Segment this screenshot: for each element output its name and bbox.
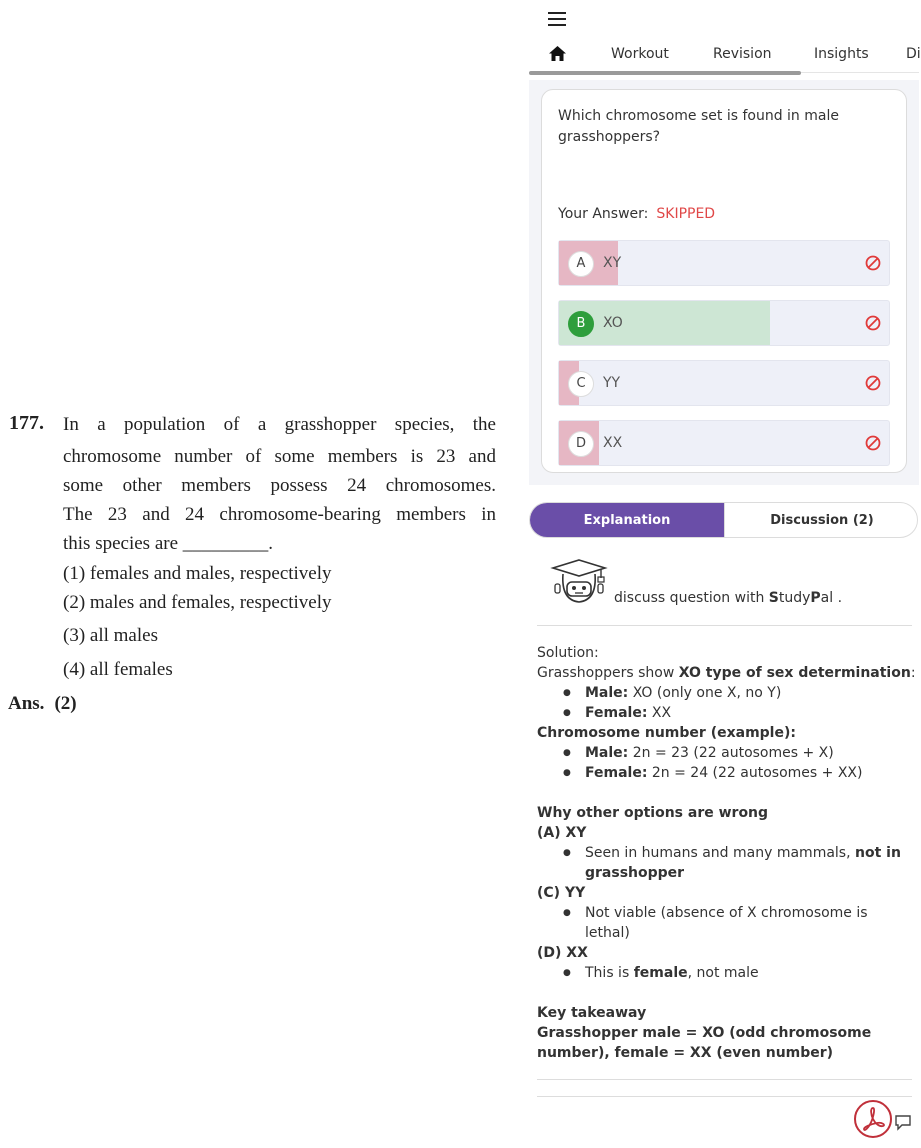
question-option-3: (3) all males [63,625,158,646]
question-line-4: The 23 and 24 chromosome-bearing members in [63,504,496,525]
studypal-al: al . [820,590,843,606]
option-a[interactable] [558,240,890,286]
key-takeaway-text: Grasshopper male = XO (odd chromosome number), female = XX (even number) [537,1025,872,1061]
option-a-reason: ● Seen in humans and many mammals, not in grasshopper [537,843,909,883]
option-b[interactable] [558,300,890,346]
question-line-5: this species are _________. [63,533,274,554]
option-d-reason: ● This is female, not male [537,963,909,983]
option-b-text: XO [603,315,623,331]
home-icon[interactable] [549,46,566,61]
option-c-heading: (C) YY [537,885,586,901]
question-number: 177. [9,412,44,434]
answer-label: Ans. [8,693,45,714]
option-c-reason: ● Not viable (absence of X chromosome is lethal) [537,903,909,943]
chromosome-male: ● Male: 2n = 23 (22 autosomes + X) [537,743,909,763]
option-a-heading: (A) XY [537,825,587,841]
question-card [541,89,907,473]
your-answer-row [558,206,715,222]
discussion-button[interactable]: Discussion (2) [724,503,919,537]
explanation-discussion-toggle [529,502,918,538]
studypal-robot-icon[interactable] [551,558,607,606]
spacer [537,983,909,1003]
solution-intro: Grasshoppers show XO type of sex determination: [537,665,916,681]
feedback-icon[interactable] [893,1112,913,1132]
studypal-p: P [810,590,821,606]
option-d-text: XX [603,435,623,451]
option-d-letter: D [568,431,594,457]
question-line-2: chromosome number of some members is 23 and [63,446,496,467]
option-b-letter: B [568,311,594,337]
menu-icon[interactable] [548,12,566,26]
studypal-tudy: tudy [778,590,811,606]
app-panel [529,0,919,1148]
ban-icon [865,255,881,271]
divider [537,1079,912,1080]
solution-heading: Solution: [537,645,599,661]
your-answer-label: Your Answer: [558,206,649,222]
question-line-3: some other members possess 24 chromosomes. [63,475,496,496]
question-line-1: In a population of a grasshopper species, the [63,414,496,435]
chromosome-female: ● Female: 2n = 24 (22 autosomes + XX) [537,763,909,783]
ban-icon [865,375,881,391]
solution-female: ● Female: XX [537,703,909,723]
studypal-link[interactable] [614,590,842,606]
ban-icon [865,315,881,331]
spacer [537,783,909,803]
top-nav [529,38,919,76]
answer-value: (2) [54,693,77,714]
option-a-text: XY [603,255,622,271]
your-answer-status: SKIPPED [656,206,716,222]
tab-insights[interactable]: Insights [814,46,869,62]
key-takeaway-heading: Key takeaway [537,1005,647,1021]
option-c-text: YY [603,375,621,391]
why-heading: Why other options are wrong [537,805,769,821]
option-d[interactable] [558,420,890,466]
divider [537,1096,912,1097]
card-question-text: Which chromosome set is found in male grasshoppers? [558,108,839,145]
option-d-heading: (D) XX [537,945,588,961]
chromosome-heading: Chromosome number (example): [537,725,796,741]
studypal-s: S [768,590,779,606]
divider [537,625,912,626]
question-option-1: (1) females and males, respectively [63,563,332,584]
tab-workout[interactable]: Workout [611,46,669,62]
option-c[interactable] [558,360,890,406]
question-option-4: (4) all females [63,659,173,680]
ban-icon [865,435,881,451]
question-option-2: (2) males and females, respectively [63,592,332,613]
studypal-prefix: discuss question with [614,590,769,606]
pdf-button[interactable] [854,1100,892,1138]
solution-male: ● Male: XO (only one X, no Y) [537,683,909,703]
pdf-icon [856,1102,890,1136]
option-c-letter: C [568,371,594,397]
tab-revision[interactable]: Revision [713,46,772,62]
nav-active-indicator [529,71,801,75]
answer-line [8,693,77,715]
solution-body [537,643,916,1063]
tab-discuss[interactable]: Di [906,46,921,62]
option-a-letter: A [568,251,594,277]
explanation-button[interactable]: Explanation [530,503,724,537]
